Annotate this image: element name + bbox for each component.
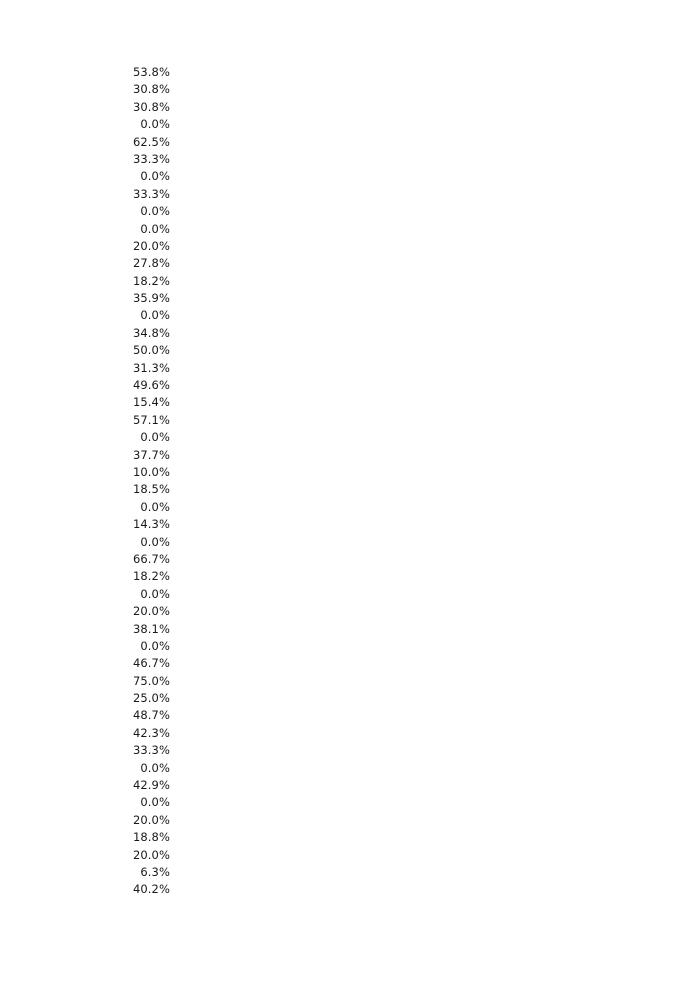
value-label: 40.2% [132,882,170,897]
value-label: 35.9% [132,291,170,306]
value-label: 42.3% [132,725,170,740]
value-label: 33.3% [132,186,170,201]
value-label: 33.3% [132,743,170,758]
value-label: 0.0% [140,760,170,775]
value-label: 33.3% [132,151,170,166]
value-label: 66.7% [132,551,170,566]
value-label: 30.8% [132,99,170,114]
value-label: 62.5% [132,134,170,149]
value-label: 20.0% [132,604,170,619]
value-label: 46.7% [132,656,170,671]
value-label: 49.6% [132,378,170,393]
value-label: 14.3% [132,517,170,532]
value-label: 57.1% [132,412,170,427]
value-label: 15.4% [132,395,170,410]
value-label: 50.0% [132,343,170,358]
value-label: 6.3% [140,864,170,879]
value-label: 18.2% [132,273,170,288]
value-label: 42.9% [132,778,170,793]
value-label: 31.3% [132,360,170,375]
value-label: 75.0% [132,673,170,688]
value-label: 10.0% [132,464,170,479]
value-label: 0.0% [140,499,170,514]
value-label: 0.0% [140,169,170,184]
value-label: 0.0% [140,117,170,132]
value-label: 0.0% [140,795,170,810]
value-label: 37.7% [132,447,170,462]
value-label: 38.1% [132,621,170,636]
value-label: 30.8% [132,82,170,97]
value-label: 25.0% [132,691,170,706]
value-label: 18.2% [132,569,170,584]
value-label: 18.5% [132,482,170,497]
value-label: 0.0% [140,221,170,236]
value-label: 0.0% [140,586,170,601]
value-label: 20.0% [132,847,170,862]
value-label: 0.0% [140,204,170,219]
value-label: 0.0% [140,308,170,323]
value-label: 0.0% [140,534,170,549]
value-label: 53.8% [132,65,170,79]
value-label: 34.8% [132,325,170,340]
value-label: 20.0% [132,812,170,827]
value-label: 27.8% [132,256,170,271]
value-label: 0.0% [140,430,170,445]
value-label: 0.0% [140,638,170,653]
percentage-value-column [110,64,170,899]
value-label: 48.7% [132,708,170,723]
value-label: 18.8% [132,830,170,845]
value-label: 20.0% [132,238,170,253]
